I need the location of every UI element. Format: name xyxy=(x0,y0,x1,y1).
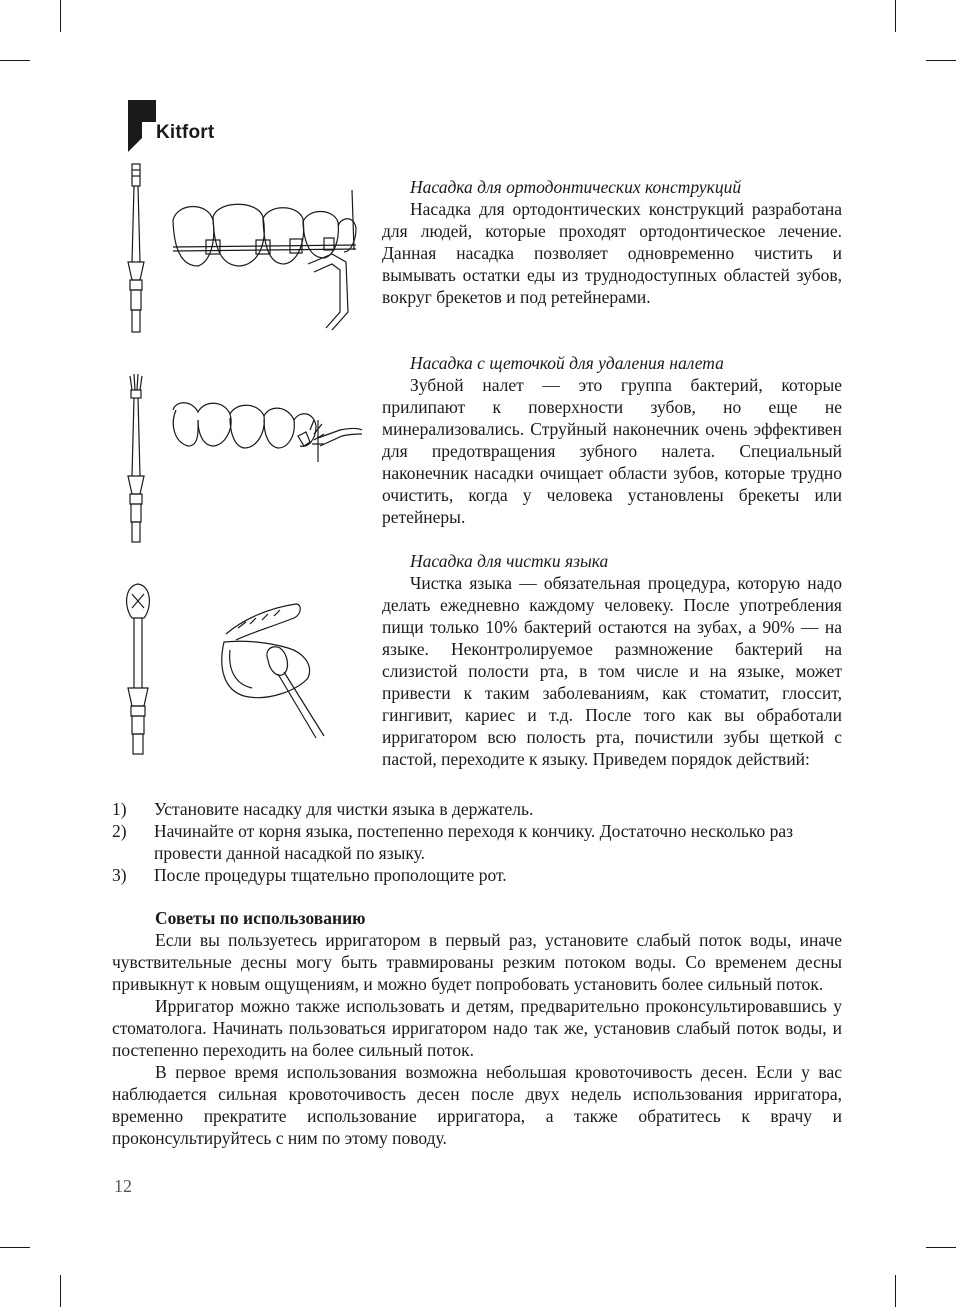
crop-mark xyxy=(60,0,61,32)
section-title: Насадка для ортодонтических конструкций xyxy=(410,177,742,197)
crop-mark xyxy=(895,1275,896,1307)
kitfort-logo-icon xyxy=(120,100,156,152)
step-number: 2) xyxy=(112,821,127,841)
crop-mark xyxy=(926,60,956,61)
crop-mark xyxy=(60,1275,61,1307)
orthodontic-section xyxy=(382,176,842,308)
step-number: 1) xyxy=(112,799,127,819)
brush-section xyxy=(382,352,842,528)
step-text: Установите насадку для чистки языка в держатель. xyxy=(154,799,534,819)
section-body: Зубной налет — это группа бактерий, которые прилипают к поверхности зубов, но еще не минерализовались. Струйный наконечник очень эффективен для предотвращения зубного налета. Специальный наконечник насадки очищает области зубов, которые трудно очистить, когда у человека установлены брекеты или ретейнеры. xyxy=(382,375,842,527)
tips-paragraph: Если вы пользуетесь ирригатором в первый раз, установите слабый поток воды, иначе чувствительные десны могу быть травмированы резким потоком воды. Со временем десны привыкнут к новым ощущениям, и можно будет попробовать установить более сильный поток. xyxy=(112,930,842,994)
list-item xyxy=(112,864,842,886)
tongue-section xyxy=(382,550,842,770)
list-item xyxy=(112,820,842,864)
brand-logo xyxy=(120,100,230,152)
section-title: Насадка с щеточкой для удаления налета xyxy=(410,353,724,373)
tips-paragraph: В первое время использования возможна небольшая кровоточивость десен. Если у вас наблюдается сильная кровоточивость десен после двух недель использования ирригатора, временно прекратите использование ирригатора, а также обратитесь к врачу и проконсультируйтесь с ним по этому поводу. xyxy=(112,1062,842,1148)
step-number: 3) xyxy=(112,865,127,885)
crop-mark xyxy=(895,0,896,32)
step-text: После процедуры тщательно прополощите рот. xyxy=(154,865,507,885)
list-item xyxy=(112,798,842,820)
page-number: 12 xyxy=(114,1176,132,1196)
tips-paragraph: Ирригатор можно также использовать и детям, предварительно проконсультировавшись у стоматолога. Начинать пользоваться ирригатором надо так же, установив слабый поток воды, и постепенно переходить на более сильный поток. xyxy=(112,996,842,1060)
step-text: Начинайте от корня языка, постепенно переходя к кончику. Достаточно несколько раз провести данной насадкой по языку. xyxy=(154,821,794,863)
section-body: Чистка языка — обязательная процедура, которую надо делать ежедневно каждому человеку. После употребления пищи только 10% бактерий остаются на зубах, а 90% — на языке. Неконтролируемое размножение бактерий на слизистой полости рта, в том числе и на языке, может привести к таким заболеваниям, как стоматит, глоссит, гингивит, кариес и т.д. После того как вы обработали ирригатором всю полость рта, почистили зубы щеткой с пастой, переходите к языку. Приведем порядок действий: xyxy=(382,573,842,769)
section-title: Насадка для чистки языка xyxy=(410,551,609,571)
brand-name: Kitfort xyxy=(156,122,215,143)
tips-title: Советы по использованию xyxy=(155,908,366,928)
usage-tips xyxy=(112,907,842,1149)
crop-mark xyxy=(0,1247,30,1248)
orthodontic-nozzle-illustration xyxy=(118,162,368,342)
section-body: Насадка для ортодонтических конструкций разработана для людей, которые проходят ортодонтическое лечение. Данная насадка позволяет одновременно чистить и вымывать остатки еды из труднодоступных областей зубов, вокруг брекетов и под ретейнерами. xyxy=(382,199,842,307)
tongue-cleaner-illustration xyxy=(118,578,368,760)
steps-list xyxy=(112,798,842,886)
brush-nozzle-illustration xyxy=(118,372,368,547)
crop-mark xyxy=(0,60,30,61)
crop-mark xyxy=(926,1247,956,1248)
